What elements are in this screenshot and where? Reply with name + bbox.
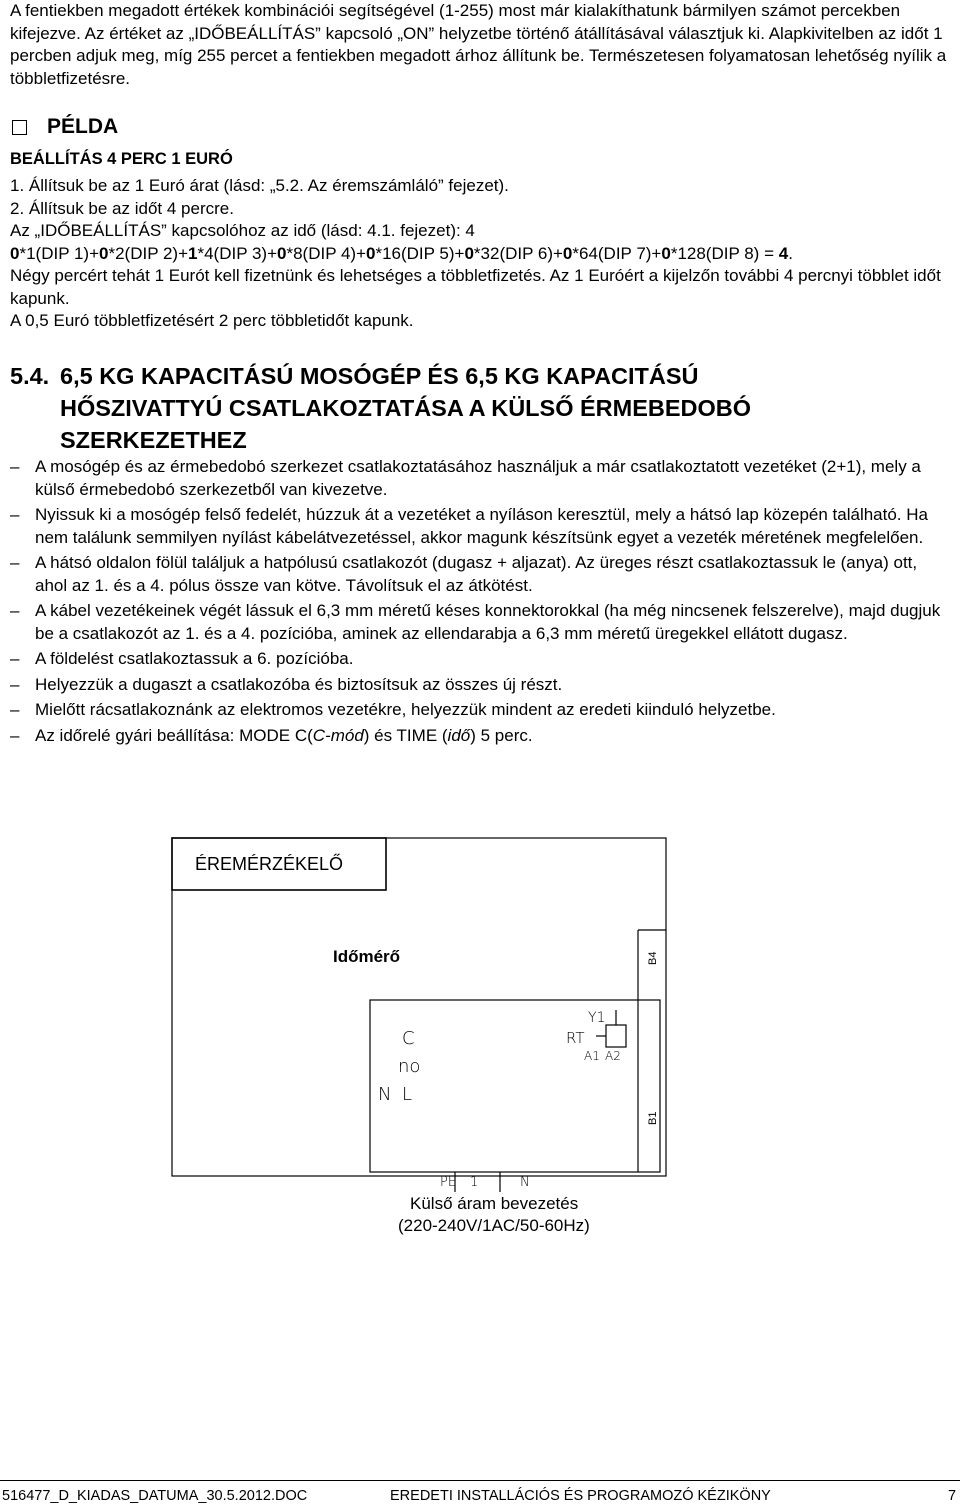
mode-label: C-mód xyxy=(312,725,364,745)
formula-term: *32(DIP 6)+ xyxy=(473,243,563,263)
list-item-text: A kábel vezetékeinek végét lássuk el 6,3 mm méretű késes konnektorokkal (ha még nincsenek felszerelve), majd dugjuk be a csatlakozót az 1. és a 4. pozícióba, aminek az ellendarabja a 6,3 mm méretű üregekkel ellátott dugasz. xyxy=(35,601,941,643)
dash-icon: – xyxy=(10,601,20,620)
dash-icon: – xyxy=(10,505,20,524)
formula-bit: 0 xyxy=(10,243,20,263)
list-item xyxy=(10,674,945,697)
relay-coil xyxy=(606,1025,626,1047)
section-number: 5.4. xyxy=(10,363,50,389)
section-title-line-2: HŐSZIVATTYÚ CSATLAKOZTATÁSA A KÜLSŐ ÉRMEBEDOBÓ xyxy=(60,395,752,421)
formula-bit: 0 xyxy=(562,243,573,263)
formula-bit: 0 xyxy=(661,243,671,263)
terminal-l: L xyxy=(402,1084,413,1105)
list-item-text: A hátsó oldalon fölül találjuk a hatpólusú csatlakozót (dugasz + aljazat). Az üreges részt csatlakoztassuk le (anya) ott, ahol az 1. és a 4. pólus össze van kötve. Távolítsuk el az átkötést. xyxy=(35,553,918,595)
list-item xyxy=(10,725,945,748)
example-step-2: 2. Állítsuk be az időt 4 percre. xyxy=(10,198,234,218)
example-body xyxy=(10,175,955,333)
dash-icon: – xyxy=(10,553,20,572)
dash-icon: – xyxy=(10,674,20,694)
list-item xyxy=(10,648,945,671)
relay-a1: A1 xyxy=(584,1049,600,1063)
supply-pe: PE xyxy=(440,1175,457,1190)
list-item-text: A mosógép és az érmebedobó szerkezet csatlakoztatásához használjuk a már csatlakoztatott vezetéket (2+1), mely a külső érmebedobó szerkezetből van kivezetve. xyxy=(35,457,921,499)
example-extra: A 0,5 Euró többletfizetésért 2 perc többletidőt kapunk. xyxy=(10,311,414,330)
example-heading xyxy=(12,115,118,139)
terminal-c: C xyxy=(402,1028,415,1049)
terminal-no: no xyxy=(398,1056,421,1077)
list-item xyxy=(10,552,945,597)
example-subheading: BEÁLLÍTÁS 4 PERC 1 EURÓ xyxy=(10,150,233,168)
supply-label-line-1: Külső áram bevezetés xyxy=(410,1194,579,1213)
list-item xyxy=(10,600,945,645)
list-item-text: Helyezzük a dugaszt a csatlakozóba és biztosítsuk az összes új részt. xyxy=(35,674,563,694)
relay-a2: A2 xyxy=(605,1049,621,1063)
formula-term: *64(DIP 7)+ xyxy=(572,243,662,263)
example-step-1: 1. Állítsuk be az 1 Euró árat (lásd: „5.2. Az éremszámláló” fejezet). xyxy=(10,176,509,195)
formula-end: . xyxy=(788,243,793,263)
wiring-diagram xyxy=(0,820,960,1240)
sensor-label: ÉREMÉRZÉKELŐ xyxy=(195,854,344,874)
list-item-text xyxy=(35,726,533,745)
formula-term: *4(DIP 3)+ xyxy=(197,243,277,263)
formula-term: *1(DIP 1)+ xyxy=(19,243,99,263)
supply-label-line-2: (220-240V/1AC/50-60Hz) xyxy=(398,1216,590,1235)
dash-icon: – xyxy=(10,725,20,745)
relay-y1: Y1 xyxy=(588,1010,606,1026)
footer-doc-id: 516477_D_KIADAS_DATUMA_30.5.2012.DOC xyxy=(2,1488,308,1504)
section-title-line-1: 6,5 KG KAPACITÁSÚ MOSÓGÉP ÉS 6,5 KG KAPACITÁSÚ xyxy=(60,363,699,389)
supply-1: 1 xyxy=(470,1175,479,1190)
example-heading-text: PÉLDA xyxy=(47,115,119,138)
formula-term: *128(DIP 8) = xyxy=(670,243,779,263)
relay-connection-box xyxy=(370,1000,660,1172)
intro-text: A fentiekben megadott értékek kombinációi segítségével (1-255) most már kialakíthatunk bármilyen számot percekben kifejezve. Az értéket az „IDŐBEÁLLÍTÁS” kapcsoló „ON” helyzetbe történő átállításával választjuk ki. Alapkivitelben az időt 1 percben adjuk meg, míg 255 percet a fentiekben megadott árhoz állítunk be. Természetesen folyamatosan lehetőség nyílik a többletfizetésre. xyxy=(10,1,947,88)
formula-bit: 1 xyxy=(188,243,198,263)
text-segment: ) és TIME ( xyxy=(363,725,448,745)
text-segment: ) 5 perc. xyxy=(470,725,533,745)
list-item-text: Nyissuk ki a mosógép felső fedelét, húzzuk át a vezetéket a nyíláson keresztül, mely a hátsó lap közepén található. Ha nem találunk semmilyen nyílást kábelátvezetéssel, akkor magunk készítsünk egyet a vezeték méretének megfelelően. xyxy=(35,505,928,547)
footer-manual-title: EREDETI INSTALLÁCIÓS ÉS PROGRAMOZÓ KÉZIKÖNY xyxy=(390,1488,771,1504)
timer-enclosure xyxy=(172,838,666,1176)
instruction-list xyxy=(10,456,945,750)
supply-n: N xyxy=(520,1175,530,1190)
dash-icon: – xyxy=(10,649,20,668)
intro-paragraph xyxy=(10,0,955,90)
section-title xyxy=(10,360,910,456)
dash-icon: – xyxy=(10,700,20,719)
formula-bit: 0 xyxy=(99,243,109,263)
time-label: idő xyxy=(447,725,471,745)
list-item-text: Mielőtt rácsatlakoznánk az elektromos vezetékre, helyezzük mindent az eredeti kiinduló helyzetbe. xyxy=(35,700,776,719)
text-segment: Az időrelé gyári beállítása: MODE C( xyxy=(35,725,313,745)
section-title-line-3: SZERKEZETHEZ xyxy=(60,427,247,453)
formula-term: *16(DIP 5)+ xyxy=(375,243,465,263)
list-item xyxy=(10,699,945,722)
footer-page-number: 7 xyxy=(948,1488,957,1504)
dash-icon: – xyxy=(10,457,20,476)
formula-term: *8(DIP 4)+ xyxy=(286,243,366,263)
formula-bit: 0 xyxy=(464,243,474,263)
relay-rt: RT xyxy=(566,1029,585,1047)
wire-label-b1: B1 xyxy=(647,1111,659,1125)
wire-label-b4: B4 xyxy=(647,951,659,965)
list-item xyxy=(10,456,945,501)
formula-result: 4 xyxy=(778,243,789,263)
formula-bit: 0 xyxy=(366,243,376,263)
example-result: Négy percért tehát 1 Eurót kell fizetnünk és lehetséges a többletfizetés. Az 1 Euróért a kijelzőn további 4 percnyi többlet időt kapunk. xyxy=(10,266,941,308)
example-formula xyxy=(10,243,955,266)
formula-bit: 0 xyxy=(277,243,287,263)
list-item-text: A földelést csatlakoztassuk a 6. pozícióba. xyxy=(35,649,354,668)
formula-term: *2(DIP 2)+ xyxy=(108,243,188,263)
footer-divider xyxy=(0,1480,960,1481)
terminal-n: N xyxy=(378,1084,392,1105)
example-timer-note: Az „IDŐBEÁLLÍTÁS” kapcsolóhoz az idő (lásd: 4.1. fejezet): 4 xyxy=(10,221,475,240)
timer-label: Időmérő xyxy=(333,947,401,966)
checkbox-icon xyxy=(12,120,27,135)
list-item xyxy=(10,504,945,549)
